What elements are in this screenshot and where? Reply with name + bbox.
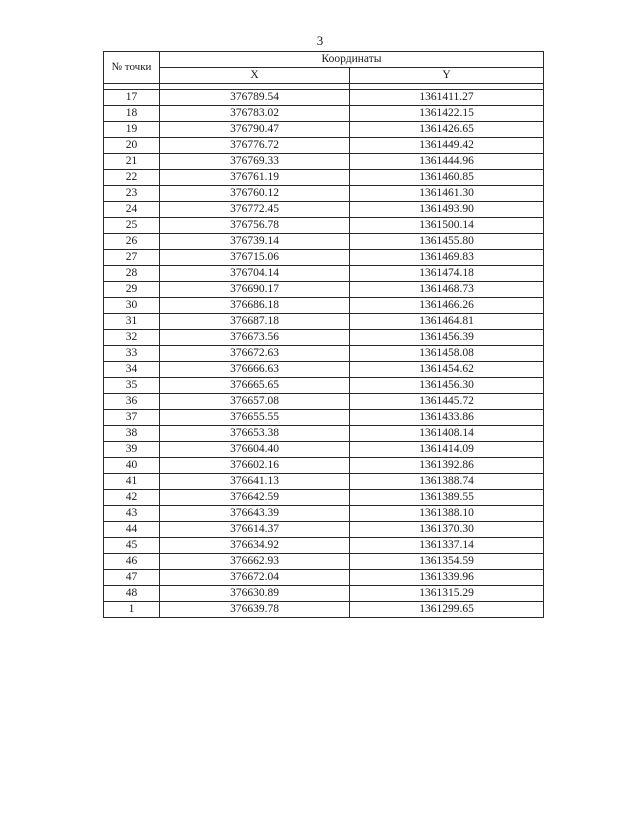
cell-point-number: 41 [104,474,160,490]
cell-x: 376642.59 [160,490,350,506]
cell-x: 376657.08 [160,394,350,410]
cell-x: 376783.02 [160,106,350,122]
table-row [104,426,544,442]
cell-point-number: 23 [104,186,160,202]
table-row [104,362,544,378]
cell-x: 376715.06 [160,250,350,266]
table-row [104,458,544,474]
column-header-y: Y [350,68,544,84]
table-row [104,506,544,522]
table-row [104,538,544,554]
cell-x: 376776.72 [160,138,350,154]
cell-point-number: 36 [104,394,160,410]
cell-point-number: 40 [104,458,160,474]
cell-point-number: 44 [104,522,160,538]
cell-point-number: 48 [104,586,160,602]
cell-x: 376665.65 [160,378,350,394]
cell-y: 1361461.30 [350,186,544,202]
cell-x: 376643.39 [160,506,350,522]
cell-x: 376639.78 [160,602,350,618]
page-number: 3 [316,33,324,48]
table-row [104,522,544,538]
cell-point-number: 18 [104,106,160,122]
cell-point-number: 33 [104,346,160,362]
cell-point-number: 47 [104,570,160,586]
cell-point-number: 29 [104,282,160,298]
cell-y: 1361468.73 [350,282,544,298]
table-header [104,52,544,84]
table-row [104,410,544,426]
cell-y: 1361414.09 [350,442,544,458]
cell-x: 376653.38 [160,426,350,442]
cell-x: 376672.63 [160,346,350,362]
cell-point-number: 24 [104,202,160,218]
cell-x: 376686.18 [160,298,350,314]
cell-x: 376739.14 [160,234,350,250]
cell-y: 1361466.26 [350,298,544,314]
cell-y: 1361337.14 [350,538,544,554]
cell-y: 1361449.42 [350,138,544,154]
cell-x: 376602.16 [160,458,350,474]
table-row [104,586,544,602]
cell-y: 1361445.72 [350,394,544,410]
cell-point-number: 31 [104,314,160,330]
cell-point-number: 26 [104,234,160,250]
header-row-top [104,52,544,68]
cell-x: 376672.04 [160,570,350,586]
cell-y: 1361388.10 [350,506,544,522]
cell-x: 376756.78 [160,218,350,234]
cell-x: 376690.17 [160,282,350,298]
table-row [104,314,544,330]
table-row [104,154,544,170]
cell-x: 376772.45 [160,202,350,218]
cell-point-number: 37 [104,410,160,426]
cell-x: 376604.40 [160,442,350,458]
cell-x: 376789.54 [160,90,350,106]
cell-y: 1361315.29 [350,586,544,602]
table-row [104,106,544,122]
table-row [104,122,544,138]
cell-y: 1361389.55 [350,490,544,506]
cell-point-number: 28 [104,266,160,282]
table-row [104,490,544,506]
cell-point-number: 19 [104,122,160,138]
cell-point-number: 25 [104,218,160,234]
cell-x: 376673.56 [160,330,350,346]
cell-y: 1361408.14 [350,426,544,442]
cell-y: 1361474.18 [350,266,544,282]
table-row [104,330,544,346]
cell-x: 376641.13 [160,474,350,490]
column-header-coordinates: Координаты [160,52,544,68]
table-row [104,474,544,490]
cell-point-number: 42 [104,490,160,506]
table-row [104,90,544,106]
cell-y: 1361370.30 [350,522,544,538]
cell-y: 1361458.08 [350,346,544,362]
cell-x: 376655.55 [160,410,350,426]
cell-y: 1361299.65 [350,602,544,618]
table-row [104,442,544,458]
header-row-axes [104,68,544,84]
table-row [104,202,544,218]
cell-x: 376634.92 [160,538,350,554]
cell-point-number: 34 [104,362,160,378]
table-row [104,394,544,410]
cell-y: 1361411.27 [350,90,544,106]
cell-y: 1361433.86 [350,410,544,426]
table-row [104,298,544,314]
cell-point-number: 43 [104,506,160,522]
table-row [104,250,544,266]
table-row [104,170,544,186]
table-body [104,84,544,618]
cell-y: 1361469.83 [350,250,544,266]
cell-y: 1361500.14 [350,218,544,234]
cell-y: 1361456.39 [350,330,544,346]
cell-y: 1361454.62 [350,362,544,378]
table-row [104,602,544,618]
cell-point-number: 45 [104,538,160,554]
cell-x: 376790.47 [160,122,350,138]
cell-point-number: 20 [104,138,160,154]
cell-x: 376662.93 [160,554,350,570]
table-row [104,234,544,250]
cell-point-number: 38 [104,426,160,442]
cell-point-number: 17 [104,90,160,106]
cell-y: 1361354.59 [350,554,544,570]
table-row [104,346,544,362]
coordinates-table [103,51,544,618]
cell-point-number: 30 [104,298,160,314]
cell-x: 376666.63 [160,362,350,378]
cell-point-number: 22 [104,170,160,186]
column-header-point-number: № точки [104,52,160,84]
table-row [104,186,544,202]
cell-y: 1361392.86 [350,458,544,474]
table-row [104,218,544,234]
cell-y: 1361339.96 [350,570,544,586]
cell-point-number: 46 [104,554,160,570]
cell-y: 1361422.15 [350,106,544,122]
cell-y: 1361426.65 [350,122,544,138]
table-row [104,570,544,586]
cell-point-number: 1 [104,602,160,618]
cell-x: 376760.12 [160,186,350,202]
cell-y: 1361460.85 [350,170,544,186]
cell-x: 376630.89 [160,586,350,602]
table-row [104,282,544,298]
cell-y: 1361388.74 [350,474,544,490]
cell-point-number: 32 [104,330,160,346]
table-row [104,266,544,282]
cell-y: 1361444.96 [350,154,544,170]
table-row [104,554,544,570]
cell-y: 1361455.80 [350,234,544,250]
table-row [104,378,544,394]
cell-y: 1361464.81 [350,314,544,330]
cell-point-number: 35 [104,378,160,394]
table-row [104,138,544,154]
cell-point-number: 21 [104,154,160,170]
cell-x: 376614.37 [160,522,350,538]
cell-point-number: 27 [104,250,160,266]
column-header-x: X [160,68,350,84]
cell-x: 376704.14 [160,266,350,282]
cell-x: 376687.18 [160,314,350,330]
cell-y: 1361456.30 [350,378,544,394]
cell-x: 376761.19 [160,170,350,186]
cell-x: 376769.33 [160,154,350,170]
cell-y: 1361493.90 [350,202,544,218]
cell-point-number: 39 [104,442,160,458]
